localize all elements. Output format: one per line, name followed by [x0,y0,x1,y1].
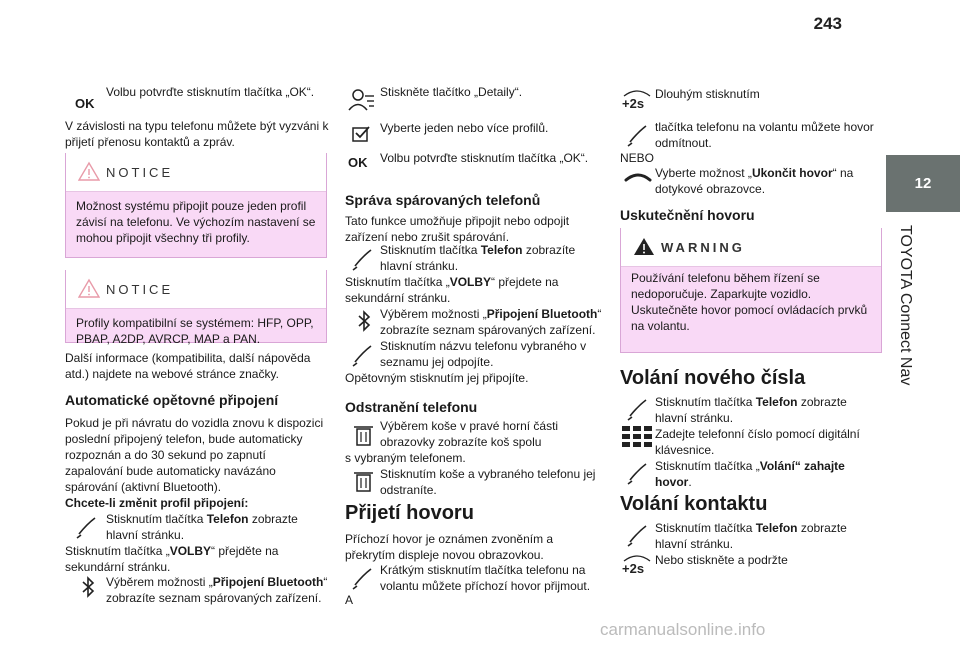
instruction: Opětovným stisknutím jej připojíte. [345,371,529,385]
section-heading-large: Volání kontaktu [620,493,768,515]
instruction: Vyberte možnost „Ukončit hovor“ na dotykové obrazovce. [655,166,854,196]
trash-icon [351,422,377,448]
warning-triangle-icon [633,236,655,256]
notice-title: NOTICE [106,165,174,180]
instruction: Výběrem možnosti „Připojení Bluetooth“ zobrazíte seznam spárovaných zařízení. [380,307,602,337]
paragraph: Pokud je při návratu do vozidla znovu k dispozici poslední připojený telefon, bude automaticky rozpoznán a do 30 sekund po zapnutí zapalování bude automaticky navázáno spárování (aktivní Bluetooth). [65,416,324,494]
long-press-2s-icon [620,553,654,579]
finger-press-icon [626,396,652,422]
page-number: 243 [813,14,842,33]
instruction: Stisknutím tlačítka Telefon zobrazte hlavní stránku. [106,512,298,542]
keypad-icon [622,426,652,448]
long-press-2s-icon [620,88,654,114]
label-a: A [345,593,354,607]
instruction: Stisknutím tlačítka „VOLBY“ přejdete na sekundární stránku. [345,275,559,305]
section-heading-large: Volání nového čísla [620,367,806,389]
section-heading-large: Přijetí hovoru [345,502,474,524]
chapter-number: 12 [886,155,960,212]
or-label: NEBO [620,151,655,165]
notice-text: Možnost systému připojit pouze jeden profil závisí na telefonu. Ve výchozím nastavení se mohou připojit všechny tři profily. [76,199,316,245]
section-heading: Automatické opětovné připojení [65,392,279,408]
paragraph: V závislosti na typu telefonu můžete být vyzváni k přijetí přenosu kontaktů a zpráv. [65,119,329,149]
finger-press-icon [351,342,377,368]
instruction: Zadejte telefonní číslo pomocí digitální klávesnice. [655,427,860,457]
instruction: Výběrem možnosti „Připojení Bluetooth“ zobrazíte seznam spárovaných zařízení. [106,575,328,605]
notice-box [65,153,327,258]
section-heading: Uskutečnění hovoru [620,207,755,223]
finger-press-icon [351,246,377,272]
instruction: Krátkým stisknutím tlačítka telefonu na volantu můžete příchozí hovor přijmout. [380,563,591,593]
ok-instruction: Volbu potvrďte stisknutím tlačítka „OK“. [106,85,315,99]
notice-text: Profily kompatibilní se systémem: HFP, OPP, PBAP, A2DP, AVRCP, MAP a PAN. [76,316,314,346]
end-call-icon [624,168,652,186]
warning-box [620,228,882,353]
ok-instruction: Volbu potvrďte stisknutím tlačítka „OK“. [380,151,589,165]
warning-text: Používání telefonu během řízení se nedoporučuje. Zaparkujte vozidlo. Uskutečněte hovor pomocí ovládacích prvků na volantu. [631,271,868,333]
chapter-sidebar [886,155,960,545]
details-icon [347,86,375,114]
instruction: Dlouhým stisknutím [655,87,760,101]
notice-title: NOTICE [106,282,174,297]
instruction: Stisknutím názvu telefonu vybraného v seznamu jej odpojíte. [380,339,587,369]
section-heading: Správa spárovaných telefonů [345,192,541,208]
instruction: Stiskněte tlačítko „Detaily“. [380,85,523,99]
instruction: Stisknutím tlačítka Telefon zobrazte hlavní stránku. [655,395,847,425]
instruction: Stisknutím tlačítka „VOLBY“ přejděte na sekundární stránku. [65,544,279,574]
finger-press-icon [351,565,377,591]
instruction: Výběrem koše v pravé horní části obrazovky zobrazíte koš spolu [380,419,559,449]
instruction: s vybraným telefonem. [345,451,466,465]
finger-press-icon [626,522,652,548]
checkbox-icon [351,124,371,144]
section-heading: Odstranění telefonu [345,399,478,415]
svg-text:+2s: +2s [622,96,645,111]
trash-icon [351,468,377,494]
instruction: tlačítka telefonu na volantu můžete hovor odmítnout. [655,120,874,150]
ok-icon: OK [75,96,95,111]
finger-press-icon [626,460,652,486]
paragraph: Tato funkce umožňuje připojit nebo odpojit zařízení nebo zrušit spárování. [345,214,570,244]
instruction: Vyberte jeden nebo více profilů. [380,121,549,135]
paragraph: Další informace (kompatibilita, další nápověda atd.) najdete na webové stránce značky. [65,351,311,381]
finger-press-icon [75,514,101,540]
ok-icon: OK [348,155,368,170]
bluetooth-icon [75,574,101,600]
instruction: Stisknutím tlačítka Telefon zobrazíte hlavní stránku. [380,243,576,273]
bluetooth-icon [351,308,377,334]
instruction: Stisknutím tlačítka „Volání“ zahajte hovor. [655,459,845,489]
paragraph: Příchozí hovor je oznámen zvoněním a překrytím displeje novou obrazovkou. [345,532,554,562]
finger-press-icon [626,122,652,148]
warning-triangle-icon [78,278,100,298]
instruction: Stisknutím koše a vybraného telefonu jej odstraníte. [380,467,596,497]
svg-text:+2s: +2s [622,561,645,576]
warning-triangle-icon [78,161,100,181]
chapter-title: TOYOTA Connect Nav [897,225,914,386]
watermark: carmanualsonline.info [600,620,766,639]
instruction: Nebo stiskněte a podržte [655,553,788,567]
instruction: Stisknutím tlačítka Telefon zobrazte hlavní stránku. [655,521,847,551]
warning-title: WARNING [661,240,745,255]
subheading: Chcete-li změnit profil připojení: [65,496,249,510]
notice-box [65,270,327,346]
